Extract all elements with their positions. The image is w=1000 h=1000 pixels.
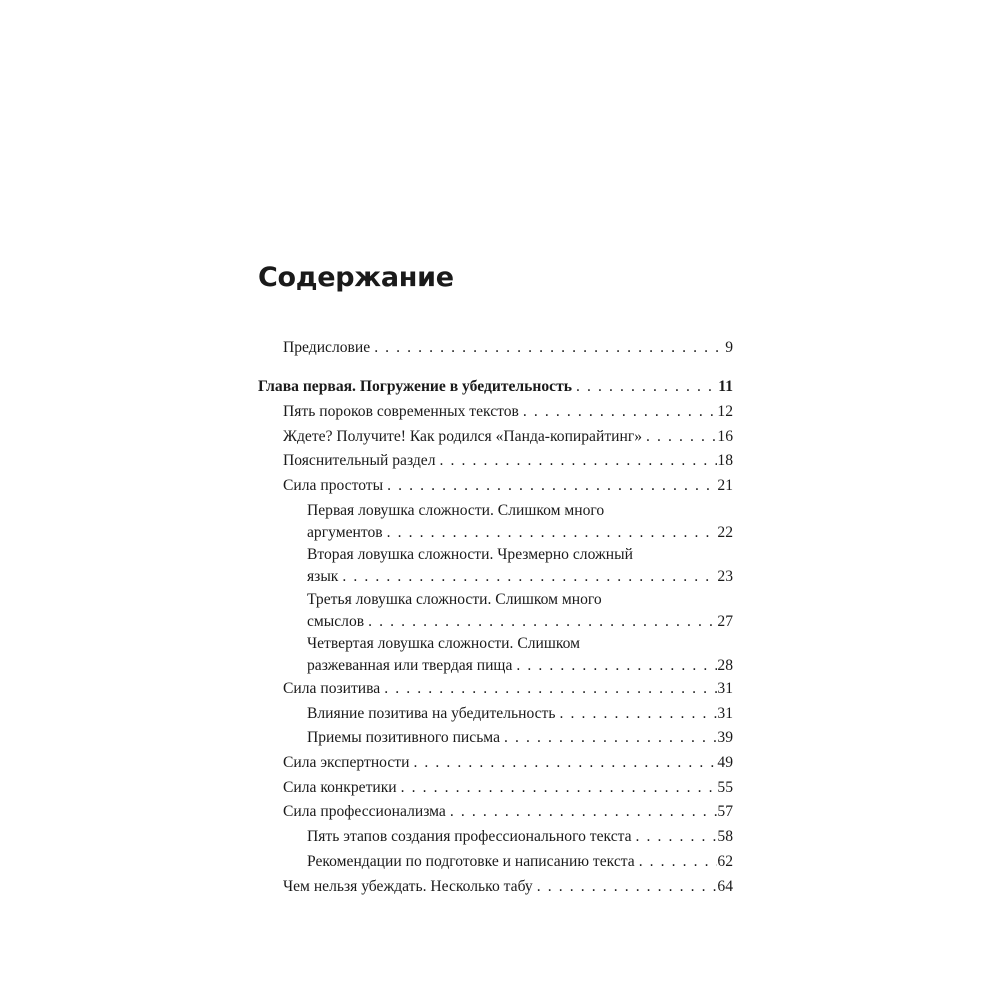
toc-entry-title: Сила конкретики [283, 779, 397, 796]
dot-leader [383, 475, 717, 497]
toc-entry-title: Сила профессионализма [283, 803, 446, 820]
dot-leader [435, 450, 717, 472]
toc-page-number: 57 [717, 803, 733, 820]
toc-page-number: 27 [717, 613, 733, 630]
toc-page-number: 55 [717, 779, 733, 796]
toc-entry-title-line: Третья ловушка сложности. Слишком много [307, 591, 602, 608]
toc-entry [283, 876, 733, 898]
toc-entry [283, 777, 733, 799]
dot-leader [500, 727, 717, 749]
toc-page-number: 28 [717, 657, 733, 674]
toc-page-number: 9 [725, 339, 733, 356]
toc-entry [283, 752, 733, 774]
toc-entry-title: Пояснительный раздел [283, 452, 436, 469]
dot-leader [512, 655, 717, 677]
toc-entry-title: Пять этапов создания профессионального текста [307, 828, 632, 845]
toc-page-number: 23 [717, 568, 733, 585]
dot-leader [397, 777, 718, 799]
dot-leader [364, 611, 717, 633]
toc-entry [307, 633, 733, 677]
dot-leader [380, 678, 717, 700]
toc-page-number: 31 [717, 680, 733, 697]
toc-entry-title: язык [307, 568, 339, 585]
toc-entry-title-line: Четвертая ловушка сложности. Слишком [307, 635, 581, 652]
toc-entry-title: Чем нельзя убеждать. Несколько табу [283, 878, 533, 895]
toc-entry-title-line: Первая ловушка сложности. Слишком много [307, 502, 605, 519]
toc-entry [283, 801, 733, 823]
toc-page-number: 22 [717, 524, 733, 541]
toc-entry-title: смыслов [307, 613, 365, 630]
dot-leader [632, 826, 718, 848]
toc-entry-preface [283, 337, 733, 359]
toc-entry-title: аргументов [307, 524, 383, 541]
toc-entry [283, 678, 733, 700]
dot-leader [519, 401, 718, 423]
toc-page-number: 11 [718, 378, 733, 395]
toc-page-number: 39 [717, 729, 733, 746]
toc-entry-title: Сила позитива [283, 680, 381, 697]
toc-page-number: 21 [717, 477, 733, 494]
dot-leader [409, 752, 717, 774]
dot-leader [635, 851, 718, 873]
table-of-contents [258, 0, 733, 1000]
toc-entry-title: Ждете? Получите! Как родился «Панда-копирайтинг» [283, 428, 643, 445]
toc-entry-title: Глава первая. Погружение в убедительность [258, 378, 573, 395]
dot-leader [555, 703, 717, 725]
dot-leader [642, 426, 717, 448]
dot-leader [383, 522, 718, 544]
toc-entry-title: Приемы позитивного письма [307, 729, 500, 746]
toc-entry [307, 851, 733, 873]
toc-entry-title: Влияние позитива на убедительность [307, 705, 556, 722]
toc-page-number: 16 [717, 428, 733, 445]
toc-page-number: 12 [717, 403, 733, 420]
toc-entry-title: Пять пороков современных текстов [283, 403, 519, 420]
toc-entry [307, 544, 733, 588]
toc-page-number: 18 [717, 452, 733, 469]
toc-entry [307, 703, 733, 725]
toc-page-number: 64 [717, 878, 733, 895]
toc-entry [307, 727, 733, 749]
toc-entry [283, 450, 733, 472]
toc-entry-title-line: Вторая ловушка сложности. Чрезмерно сложный [307, 546, 633, 563]
toc-entry-title: Сила экспертности [283, 754, 410, 771]
dot-leader [338, 566, 717, 588]
toc-entry-title: Сила простоты [283, 477, 384, 494]
dot-leader [533, 876, 718, 898]
toc-entry [283, 426, 733, 448]
page-title: Содержание [258, 262, 454, 293]
toc-entry-title: Предисловие [283, 339, 371, 356]
toc-entry [283, 401, 733, 423]
toc-entry-chapter-1 [258, 376, 733, 398]
toc-page-number: 31 [717, 705, 733, 722]
toc-entry [283, 475, 733, 497]
toc-page-number: 58 [717, 828, 733, 845]
toc-page-number: 49 [717, 754, 733, 771]
toc-entry [307, 826, 733, 848]
toc-entry-title: Рекомендации по подготовке и написанию текста [307, 853, 635, 870]
toc-entry-title: разжеванная или твердая пища [307, 657, 513, 674]
dot-leader [370, 337, 725, 359]
toc-entry [307, 500, 733, 544]
toc-entry [307, 589, 733, 633]
toc-page-number: 62 [717, 853, 733, 870]
dot-leader [446, 801, 718, 823]
dot-leader [572, 376, 718, 398]
